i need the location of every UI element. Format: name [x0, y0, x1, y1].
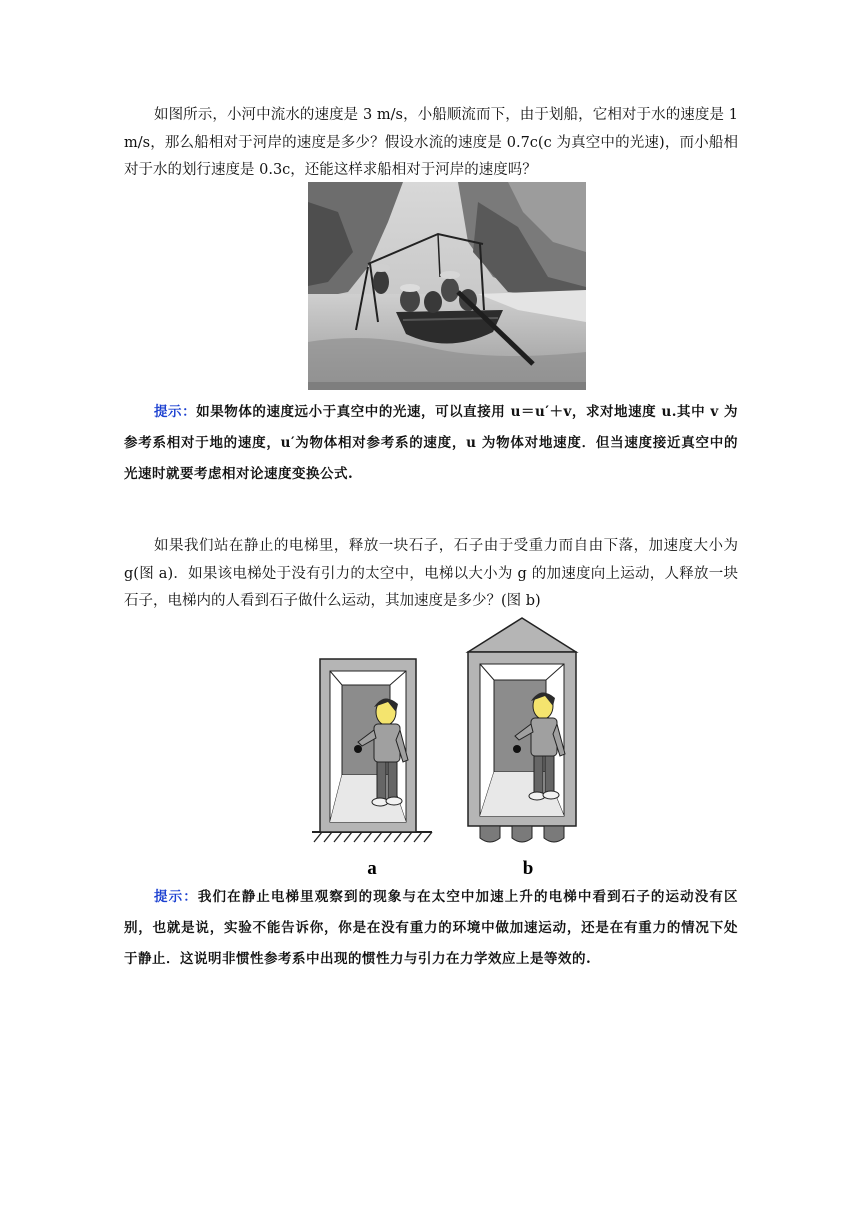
- boat-photo: [308, 182, 586, 390]
- hint-1: [124, 397, 738, 490]
- elevator-figure: [300, 612, 600, 884]
- thrusters: [480, 826, 564, 842]
- figure-label-b: b: [522, 858, 534, 879]
- hint-2: [124, 882, 738, 975]
- hint-2-label: 提示：: [154, 889, 198, 905]
- hint-2-text: 我们在静止电梯里观察到的现象与在太空中加速上升的电梯中看到石子的运动没有区别，也就是说，实验不能告诉你，你是在没有重力的环境中做加速运动，还是在有重力的情况下处于静止．这说明非惯性参考系中出现的惯性力与引力在力学效应上是等效的.: [124, 889, 739, 967]
- elevator-b: [468, 618, 576, 842]
- hint-1-text: 如果物体的速度远小于真空中的光速，可以直接用 u＝u′＋v，求对地速度 u.其中 v 为参考系相对于地的速度，u′为物体相对参考系的速度，u 为物体对地速度．但当速度接近真空中的光速时就要考虑相对论速度变换公式.: [124, 404, 739, 482]
- hint-1-label: 提示：: [154, 404, 197, 420]
- elevator-a: [312, 659, 432, 842]
- problem-1-body: 如图所示，小河中流水的速度是 3 m/s，小船顺流而下，由于划船，它相对于水的速度是 1 m/s，那么船相对于河岸的速度是多少？假设水流的速度是 0.7c(c 为真空中的光速)，而小船相对于水的划行速度是 0.3c，还能这样求船相对于河岸的速度吗？: [124, 107, 738, 178]
- problem-2-text: [124, 533, 738, 616]
- problem-2-body: 如果我们站在静止的电梯里，释放一块石子，石子由于受重力而自由下落，加速度大小为 g(图 a)．如果该电梯处于没有引力的太空中，电梯以大小为 g 的加速度向上运动，人释放一块石子，电梯内的人看到石子做什么运动，其加速度是多少？(图 b): [124, 538, 738, 609]
- problem-1-text: [124, 102, 738, 185]
- figure-label-a: a: [367, 858, 377, 879]
